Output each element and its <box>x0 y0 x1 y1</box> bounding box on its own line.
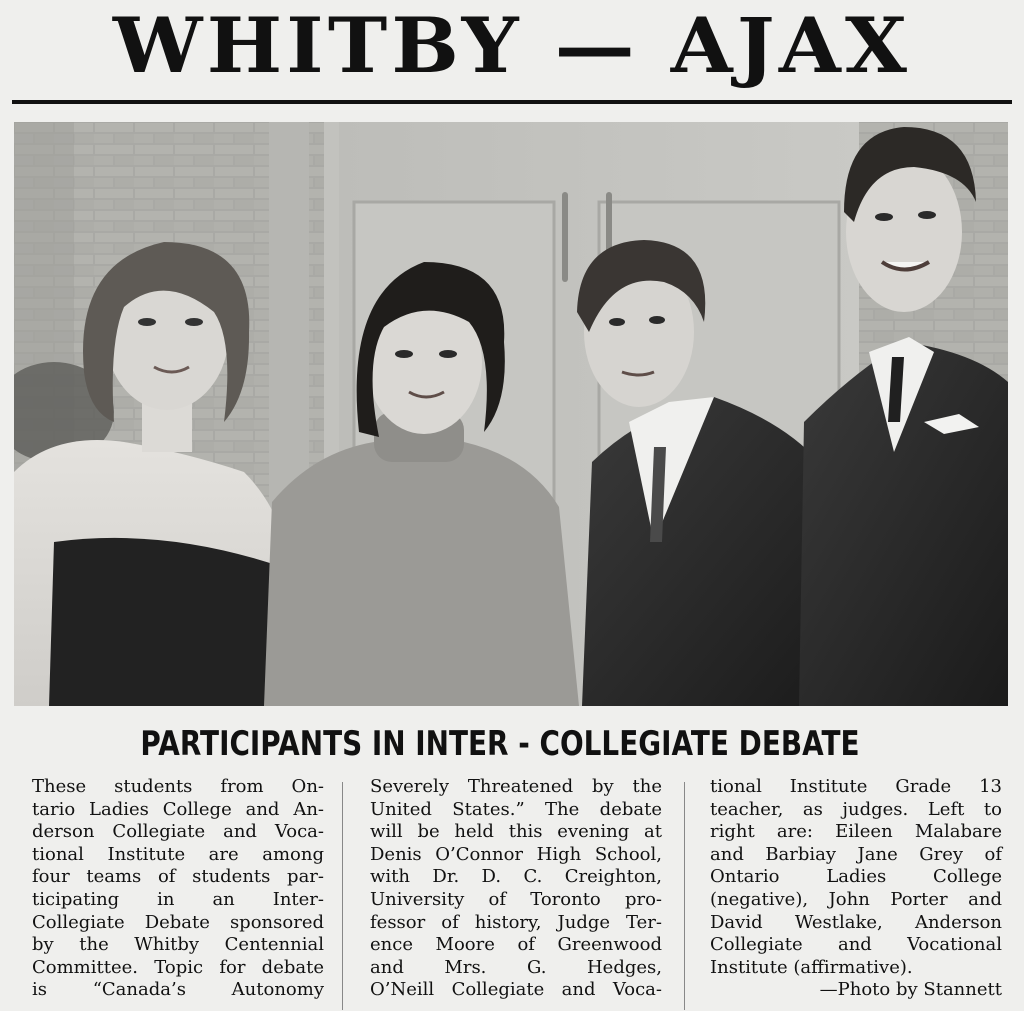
text-line: ence Moore of Greenwood <box>370 934 662 956</box>
photo-illustration <box>14 122 1008 706</box>
text-line: Severely Threatened by the <box>370 776 662 797</box>
text-line: David Westlake, Anderson <box>710 911 1002 933</box>
masthead-title: WHITBY — AJAX <box>112 1 912 90</box>
text-line: University of Toronto pro- <box>370 888 662 910</box>
text-line: teacher, as judges. Left to <box>710 798 1002 820</box>
text-line: derson Collegiate and Voca- <box>32 821 324 843</box>
text-line: Collegiate and Vocational <box>710 934 1002 956</box>
article-column-2 <box>370 776 662 1002</box>
column-divider <box>684 782 685 1010</box>
article-headline: PARTICIPANTS IN INTER - COLLEGIATE DEBATE <box>140 724 860 764</box>
text-line: Denis O’Connor High School, <box>370 843 662 865</box>
article-columns <box>0 776 1024 1011</box>
text-line: tario Ladies College and An- <box>32 798 324 820</box>
text-line: is “Canada’s Autonomy <box>32 979 324 1001</box>
text-line: O’Neill Collegiate and Voca- <box>370 979 662 1001</box>
text-line: right are: Eileen Malabare <box>710 821 1002 843</box>
text-line: tional Institute are among <box>32 843 324 865</box>
text-line: United States.” The debate <box>370 798 662 820</box>
text-line: Committee. Topic for debate <box>32 956 324 978</box>
photo-credit: —Photo by Stannett <box>819 979 1002 1001</box>
column-divider <box>342 782 343 1010</box>
text-line: and Mrs. G. Hedges, <box>370 956 662 978</box>
text-line: four teams of students par- <box>32 866 324 888</box>
group-photo <box>14 122 1008 706</box>
text-line: Ontario Ladies College <box>710 866 1002 888</box>
masthead-rule <box>12 100 1012 104</box>
text-line: Collegiate Debate sponsored <box>32 911 324 933</box>
text-line: ticipating in an Inter- <box>32 888 324 910</box>
text-line: Institute (affirmative). <box>710 956 913 978</box>
text-line: (negative), John Porter and <box>710 888 1002 910</box>
text-line: by the Whitby Centennial <box>32 934 324 956</box>
text-line: with Dr. D. C. Creighton, <box>370 866 662 888</box>
article-column-3 <box>710 776 1002 1002</box>
text-line: fessor of history, Judge Ter- <box>370 911 662 933</box>
text-line: tional Institute Grade 13 <box>710 776 1002 797</box>
text-line: and Barbiay Jane Grey of <box>710 843 1002 865</box>
text-line: These students from On- <box>32 776 324 797</box>
article-column-1 <box>32 776 324 1002</box>
text-line: will be held this evening at <box>370 821 662 843</box>
